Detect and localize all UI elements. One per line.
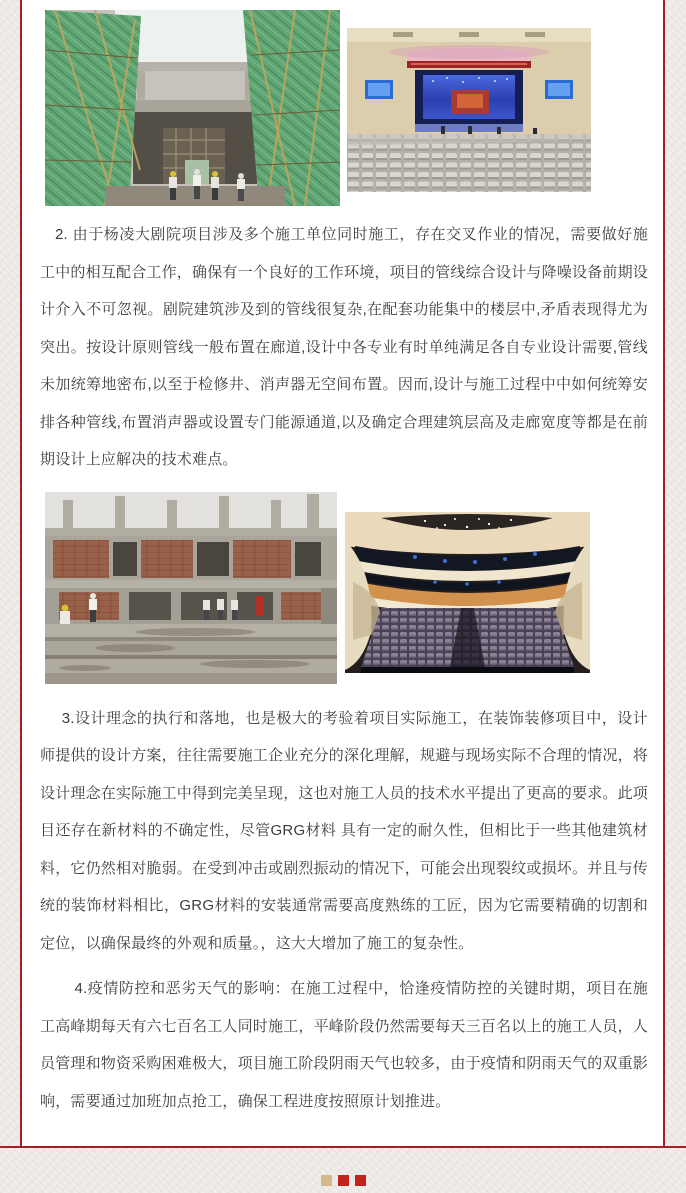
finished-theater-interior-image <box>345 512 590 673</box>
pagination-dot-tan <box>321 1175 332 1186</box>
photo-construction-scaffolding <box>45 10 340 206</box>
photo-brick-structure <box>45 492 337 684</box>
paragraph-point-4: 4.疫情防控和恶劣天气的影响：在施工过程中，恰逢疫情防控的关键时期，项目在施工高峰期每天有六七百名工人同时施工，平峰阶段仍然需要每天三百名以上的施工人员，人员管理和物资采购困难极大，项目施工阶段阴雨天气也较多，由于疫情和阴雨天气的双重影响，需要通过加班加点抢工，确保工程进度按照原计划推进。 <box>40 980 649 1110</box>
pagination-dot-red-1 <box>338 1175 349 1186</box>
bottom-divider-line <box>0 1146 686 1148</box>
construction-scaffolding-image <box>45 10 340 206</box>
paragraph-point-2: 2. 由于杨凌大剧院项目涉及多个施工单位同时施工，存在交叉作业的情况，需要做好施工中的相互配合工作，确保有一个良好的工作环境，项目的管线综合设计与降噪设备前期设计介入不可忽视。剧院建筑涉及到的管线很复杂,在配套功能集中的楼层中,矛盾表现得尤为突出。按设计原则管线一般布置在廊道,设计中各专业有时单纯满足各自专业设计需要,管线未加统筹地密布,以至于检修井、消声器无空间布置。因而,设计与施工过程中中如何统筹安排各种管线,布置消声器或设置专门能源通道,以及确定合理建筑层高及走廊宽度等都是在前期设计上应解决的技术难点。 <box>40 226 649 468</box>
auditorium-stage-image <box>347 28 591 192</box>
brick-structure-image <box>45 492 337 684</box>
pagination-dot-red-2 <box>355 1175 366 1186</box>
article-content-panel <box>20 0 665 1147</box>
photo-auditorium-stage <box>347 28 591 192</box>
photo-finished-theater-interior <box>345 512 590 673</box>
photo-row-1 <box>45 10 663 206</box>
paragraph-point-3: 3.设计理念的执行和落地，也是极大的考验着项目实际施工，在装饰装修项目中，设计师提供的设计方案，往往需要施工企业充分的深化理解，规避与现场实际不合理的情况，将设计理念在实际施工中得到完美呈现，这也对施工人员的技术水平提出了更高的要求。此项目还存在新材料的不确定性，尽管GRG材料 具有一定的耐久性，但相比于一些其他建筑材料，它仍然相对脆弱。在受到冲击或剧烈振动的情况下，可能会出现裂纹或损坏。并且与传统的装饰材料相比，GRG材料的安装通常需要高度熟练的工匠，因为它需要精确的切割和定位，以确保最终的外观和质量。，这大大增加了施工的复杂性。 <box>40 709 649 952</box>
photo-row-2 <box>45 492 663 684</box>
pagination-dots <box>0 1175 686 1186</box>
